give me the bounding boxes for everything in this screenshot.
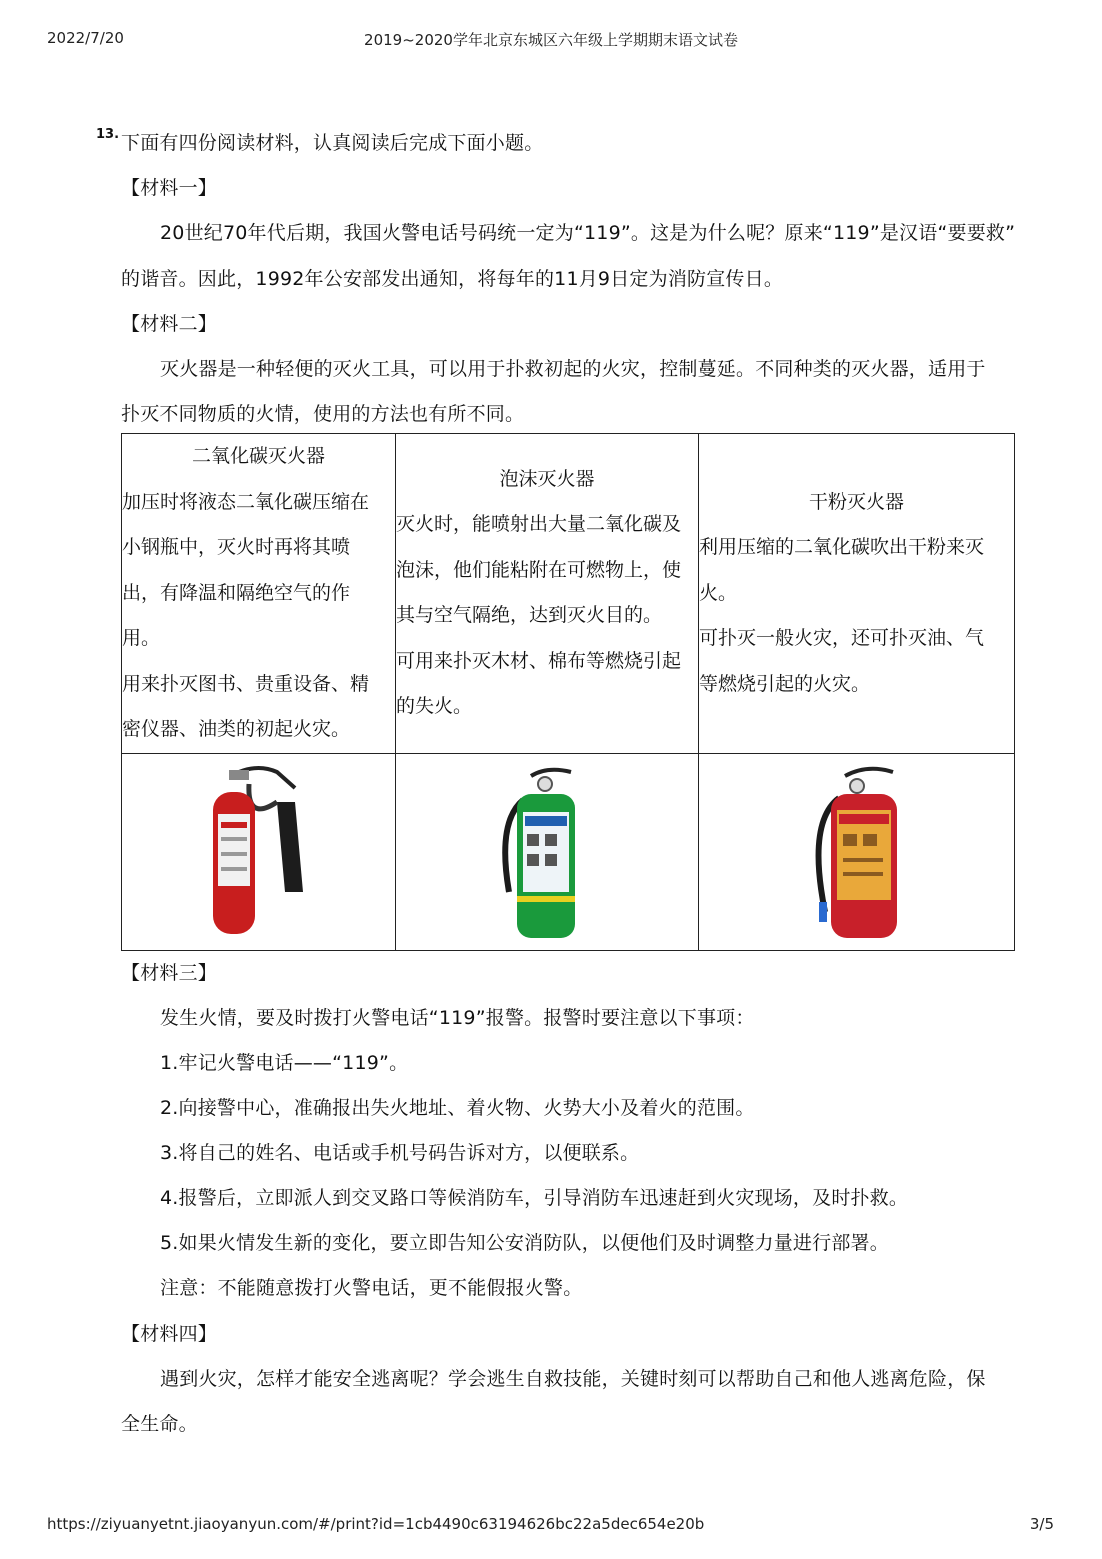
material1-heading: 【材料一】 bbox=[121, 177, 218, 199]
foam-cell bbox=[396, 434, 699, 754]
powder-title: 干粉灭火器 bbox=[808, 490, 904, 513]
material4-line: 全生命。 bbox=[121, 1413, 198, 1435]
foam-extinguisher-image bbox=[487, 762, 607, 942]
co2-image-cell bbox=[122, 753, 396, 950]
co2-text: 加压时将液态二氧化碳压缩在 bbox=[122, 490, 370, 513]
header-date: 2022/7/20 bbox=[47, 29, 124, 47]
co2-text: 密仪器、油类的初起火灾。 bbox=[122, 718, 351, 740]
question-intro: 下面有四份阅读材料，认真阅读后完成下面小题。 bbox=[121, 132, 544, 154]
foam-image-cell bbox=[396, 753, 699, 950]
material3-heading: 【材料三】 bbox=[121, 962, 218, 984]
powder-text: 可扑灭一般火灾，还可扑灭油、气 bbox=[699, 627, 985, 649]
foam-text: 泡沫，他们能粘附在可燃物上，使 bbox=[396, 558, 682, 581]
co2-title: 二氧化碳灭火器 bbox=[191, 445, 325, 467]
material3-line: 3.将自己的姓名、电话或手机号码告诉对方，以便联系。 bbox=[160, 1142, 640, 1164]
extinguisher-table bbox=[121, 433, 1015, 951]
co2-extinguisher-image bbox=[199, 762, 319, 942]
footer-url[interactable]: https://ziyuanyetnt.jiaoyanyun.com/#/print?id=1cb4490c63194626bc22a5dec654e20b bbox=[47, 1515, 705, 1533]
material4-heading: 【材料四】 bbox=[121, 1323, 218, 1345]
foam-text: 可用来扑灭木材、棉布等燃烧引起 bbox=[396, 649, 682, 672]
material2-line: 灭火器是一种轻便的灭火工具，可以用于扑救初起的火灾，控制蔓延。不同种类的灭火器，适用于 bbox=[160, 358, 986, 380]
foam-text: 其与空气隔绝，达到灭火目的。 bbox=[396, 604, 663, 627]
powder-text: 等燃烧引起的火灾。 bbox=[699, 672, 871, 695]
question-number: 13. bbox=[96, 127, 120, 142]
foam-text: 灭火时，能喷射出大量二氧化碳及 bbox=[396, 513, 682, 536]
material3-line: 2.向接警中心，准确报出失火地址、着火物、火势大小及着火的范围。 bbox=[160, 1097, 755, 1119]
co2-cell bbox=[122, 434, 396, 754]
foam-text: 的失火。 bbox=[396, 695, 473, 718]
co2-text: 用来扑灭图书、贵重设备、精 bbox=[122, 672, 370, 695]
material3-line: 5.如果火情发生新的变化，要立即告知公安消防队，以便他们及时调整力量进行部署。 bbox=[160, 1232, 889, 1254]
co2-text: 小钢瓶中，灭火时再将其喷 bbox=[122, 536, 351, 558]
material4-line: 遇到火灾，怎样才能安全逃离呢？学会逃生自救技能，关键时刻可以帮助自己和他人逃离危险，保 bbox=[160, 1368, 986, 1390]
co2-text: 出，有降温和隔绝空气的作 bbox=[122, 581, 351, 604]
material3-line: 发生火情，要及时拨打火警电话“119”报警。报警时要注意以下事项： bbox=[160, 1007, 755, 1029]
co2-text: 用。 bbox=[122, 627, 161, 649]
material3-line: 4.报警后，立即派人到交叉路口等候消防车，引导消防车迅速赶到火灾现场，及时扑救。 bbox=[160, 1187, 909, 1209]
material2-heading: 【材料二】 bbox=[121, 313, 218, 335]
footer-page-number: 3/5 bbox=[1029, 1515, 1054, 1533]
material3-note: 注意：不能随意拨打火警电话，更不能假报火警。 bbox=[160, 1277, 583, 1299]
material3-line: 1.牢记火警电话——“119”。 bbox=[160, 1052, 409, 1074]
material1-line: 的谐音。因此，1992年公安部发出通知，将每年的11月9日定为消防宣传日。 bbox=[121, 268, 784, 290]
material2-line: 扑灭不同物质的火情，使用的方法也有所不同。 bbox=[121, 403, 525, 425]
powder-image-cell bbox=[699, 753, 1015, 950]
powder-cell bbox=[699, 434, 1015, 754]
foam-title: 泡沫灭火器 bbox=[499, 467, 595, 490]
header-title: 2019~2020学年北京东城区六年级上学期期末语文试卷 bbox=[364, 31, 738, 49]
powder-text: 火。 bbox=[699, 581, 738, 604]
powder-extinguisher-image bbox=[797, 762, 917, 942]
powder-text: 利用压缩的二氧化碳吹出干粉来灭 bbox=[699, 536, 985, 558]
material1-line: 20世纪70年代后期，我国火警电话号码统一定为“119”。这是为什么呢？原来“119”是汉语“要要救” bbox=[160, 222, 1016, 244]
